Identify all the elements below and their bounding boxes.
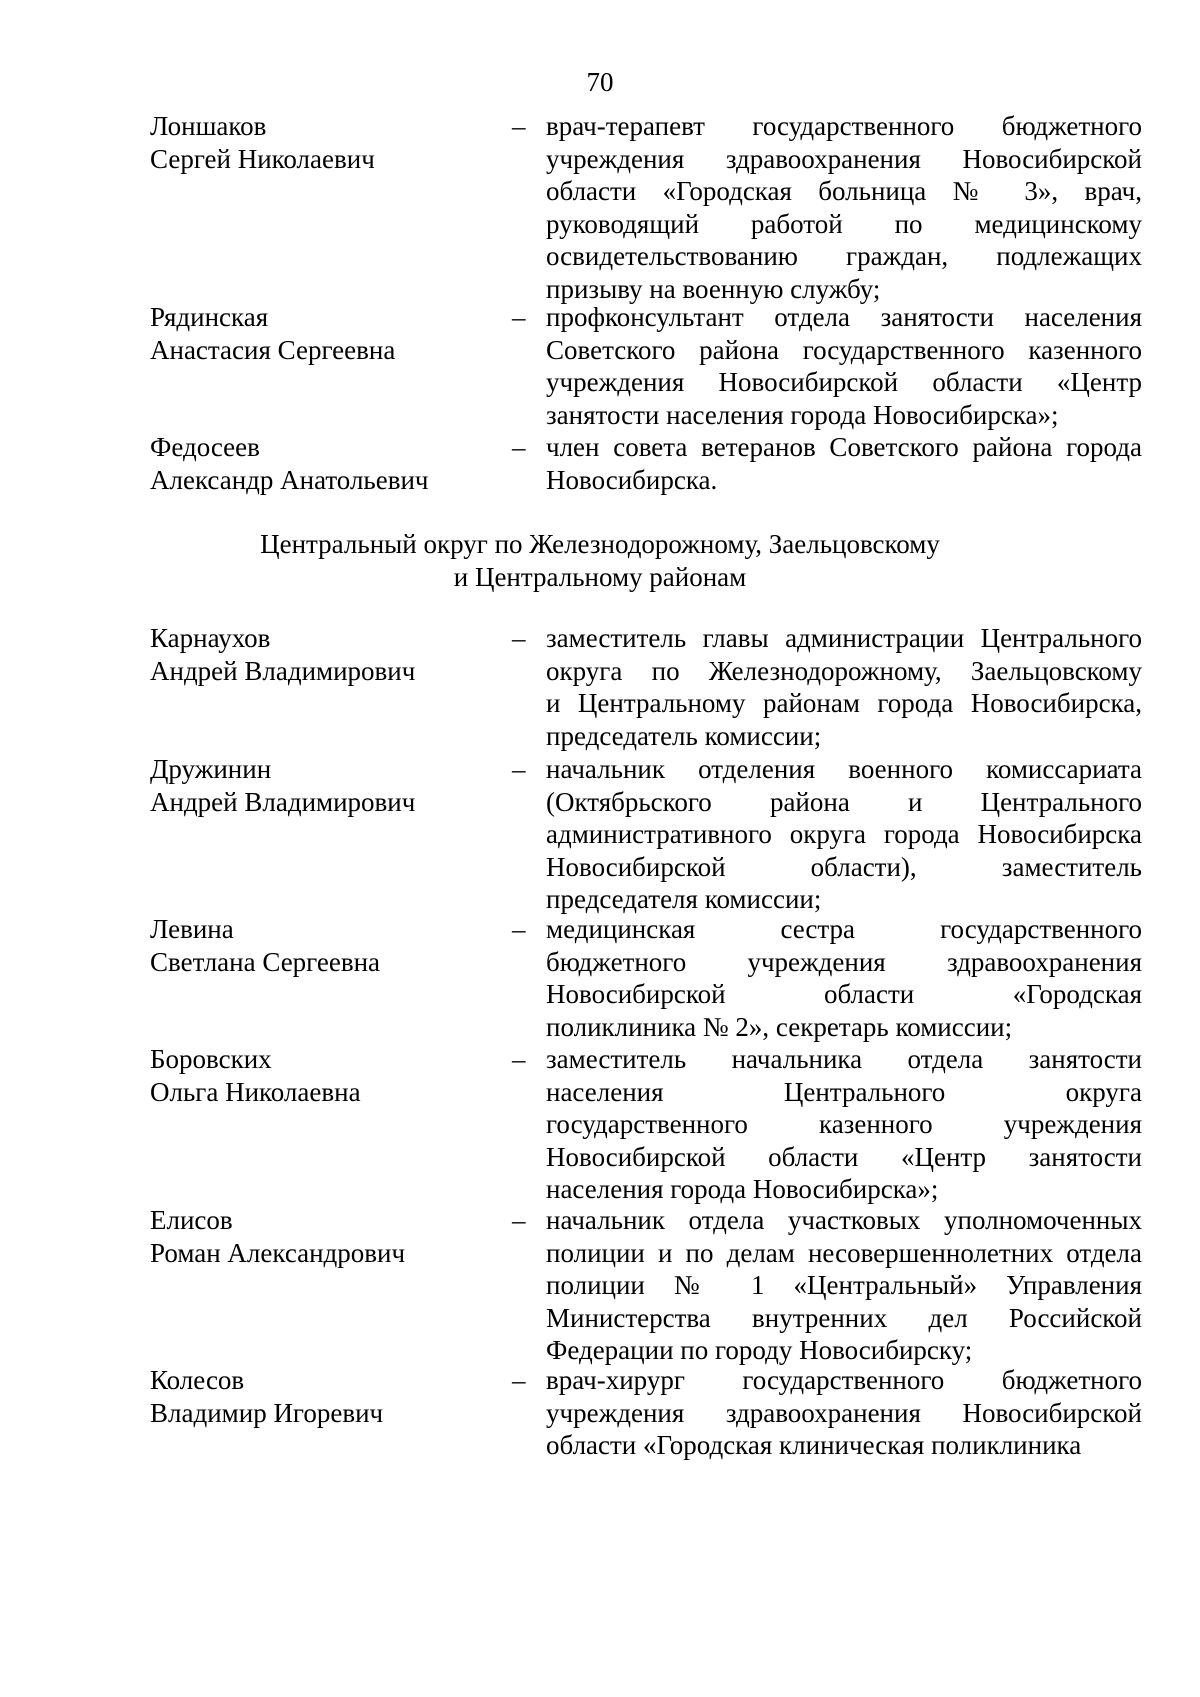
position-line: руководящий работой по медицинскому [546,208,1142,239]
em-dash: – [512,914,526,944]
member-surname: Колесов [150,1365,245,1395]
em-dash: – [512,432,526,462]
member-surname: Боровских [150,1044,272,1074]
position-line: начальник отдела участковых уполномоченных [546,1205,1142,1235]
position-line: полиции № 1 «Центральный» Управления [546,1270,1142,1300]
position-line: округа по Железнодорожному, Заельцовскому [546,655,1142,686]
page-number: 70 [586,67,614,97]
position-line: врач-терапевт государственного бюджетного [546,111,1142,141]
member-name [150,622,415,687]
position-line: и Центральному районам города Новосибирска, [546,688,1142,718]
member-surname: Дружинин [150,754,272,784]
member-position [546,1364,1142,1462]
position-line: полиции и по делам несовершеннолетних отдела [546,1237,1142,1268]
position-line: врач-хирург государственного бюджетного [546,1365,1142,1395]
position-line: начальник отделения военного комиссариата [546,754,1142,784]
member-given-names: Александр Анатольевич [150,464,429,495]
member-surname: Левина [150,914,234,944]
position-line: медицинская сестра государственного [546,914,1142,944]
member-name [150,431,429,496]
member-surname: Елисов [150,1205,233,1235]
member-surname: Рядинская [150,302,269,332]
position-line: учреждения здравоохранения Новосибирской [546,1397,1142,1428]
section-heading-line-1: Центральный округ по Железнодорожному, Заельцовскому [260,529,940,559]
member-given-names: Сергей Николаевич [150,143,375,174]
member-position [546,431,1142,496]
member-position [546,753,1142,916]
position-line: населения города Новосибирска»; [546,1174,939,1204]
position-line: председателя комиссии; [546,884,822,914]
member-name [150,110,375,175]
member-position [546,301,1142,431]
member-position [546,1043,1142,1206]
section-heading-line-2: и Центральному районам [453,561,747,592]
em-dash: – [512,1205,526,1235]
member-given-names: Андрей Владимирович [150,786,416,817]
member-surname: Федосеев [150,432,260,462]
section-heading [0,528,1200,593]
position-line: государственного казенного учреждения [546,1109,1142,1139]
member-name [150,1364,383,1429]
position-line: председатель комиссии; [546,720,822,751]
position-line: Новосибирской области), заместитель [546,851,1142,882]
member-given-names: Владимир Игоревич [150,1397,384,1428]
em-dash: – [512,111,526,141]
position-line: Советского района государственного казенного [546,334,1142,365]
member-position [546,1204,1142,1367]
position-line: Федерации по городу Новосибирску; [546,1335,973,1365]
member-name [150,1043,361,1108]
position-line: учреждения Новосибирской области «Центр [546,367,1142,397]
member-name [150,1204,405,1269]
position-line: Новосибирской области «Центр занятости [546,1141,1142,1172]
em-dash: – [512,623,526,653]
position-line: учреждения здравоохранения Новосибирской [546,143,1142,174]
member-given-names: Ольга Николаевна [150,1076,361,1107]
member-position [546,110,1142,305]
member-name [150,913,380,978]
position-line: освидетельствованию граждан, подлежащих [546,241,1142,271]
position-line: (Октябрьского района и Центрального [546,786,1142,817]
member-surname: Карнаухов [150,623,271,653]
member-name [150,301,395,366]
position-line: профконсультант отдела занятости населения [546,302,1142,332]
position-line: заместитель главы администрации Центрального [546,623,1142,653]
position-line: занятости населения города Новосибирска»; [546,399,1059,430]
member-given-names: Андрей Владимирович [150,655,416,686]
position-line: Министерства внутренних дел Российской [546,1302,1142,1333]
position-line: заместитель начальника отдела занятости [546,1044,1142,1074]
member-given-names: Светлана Сергеевна [150,946,381,977]
position-line: Новосибирской области «Городская [546,979,1142,1009]
member-position [546,622,1142,752]
em-dash: – [512,1044,526,1074]
position-line: населения Центрального округа [546,1076,1142,1107]
em-dash: – [512,302,526,332]
member-position [546,913,1142,1043]
position-line: области «Городская клиническая поликлиника [546,1430,1082,1460]
position-line: поликлиника № 2», секретарь комиссии; [546,1011,1013,1042]
member-name [150,753,415,818]
member-given-names: Роман Александрович [150,1237,406,1268]
member-surname: Лоншаков [150,111,267,141]
position-line: член совета ветеранов Советского района города [546,432,1142,462]
position-line: бюджетного учреждения здравоохранения [546,946,1142,977]
member-given-names: Анастасия Сергеевна [150,334,396,365]
em-dash: – [512,1365,526,1395]
position-line: Новосибирска. [546,464,718,495]
position-line: административного округа города Новосибирска [546,819,1142,849]
position-line: области «Городская больница № 3», врач, [546,176,1142,206]
em-dash: – [512,754,526,784]
position-line: призыву на военную службу; [546,273,881,304]
